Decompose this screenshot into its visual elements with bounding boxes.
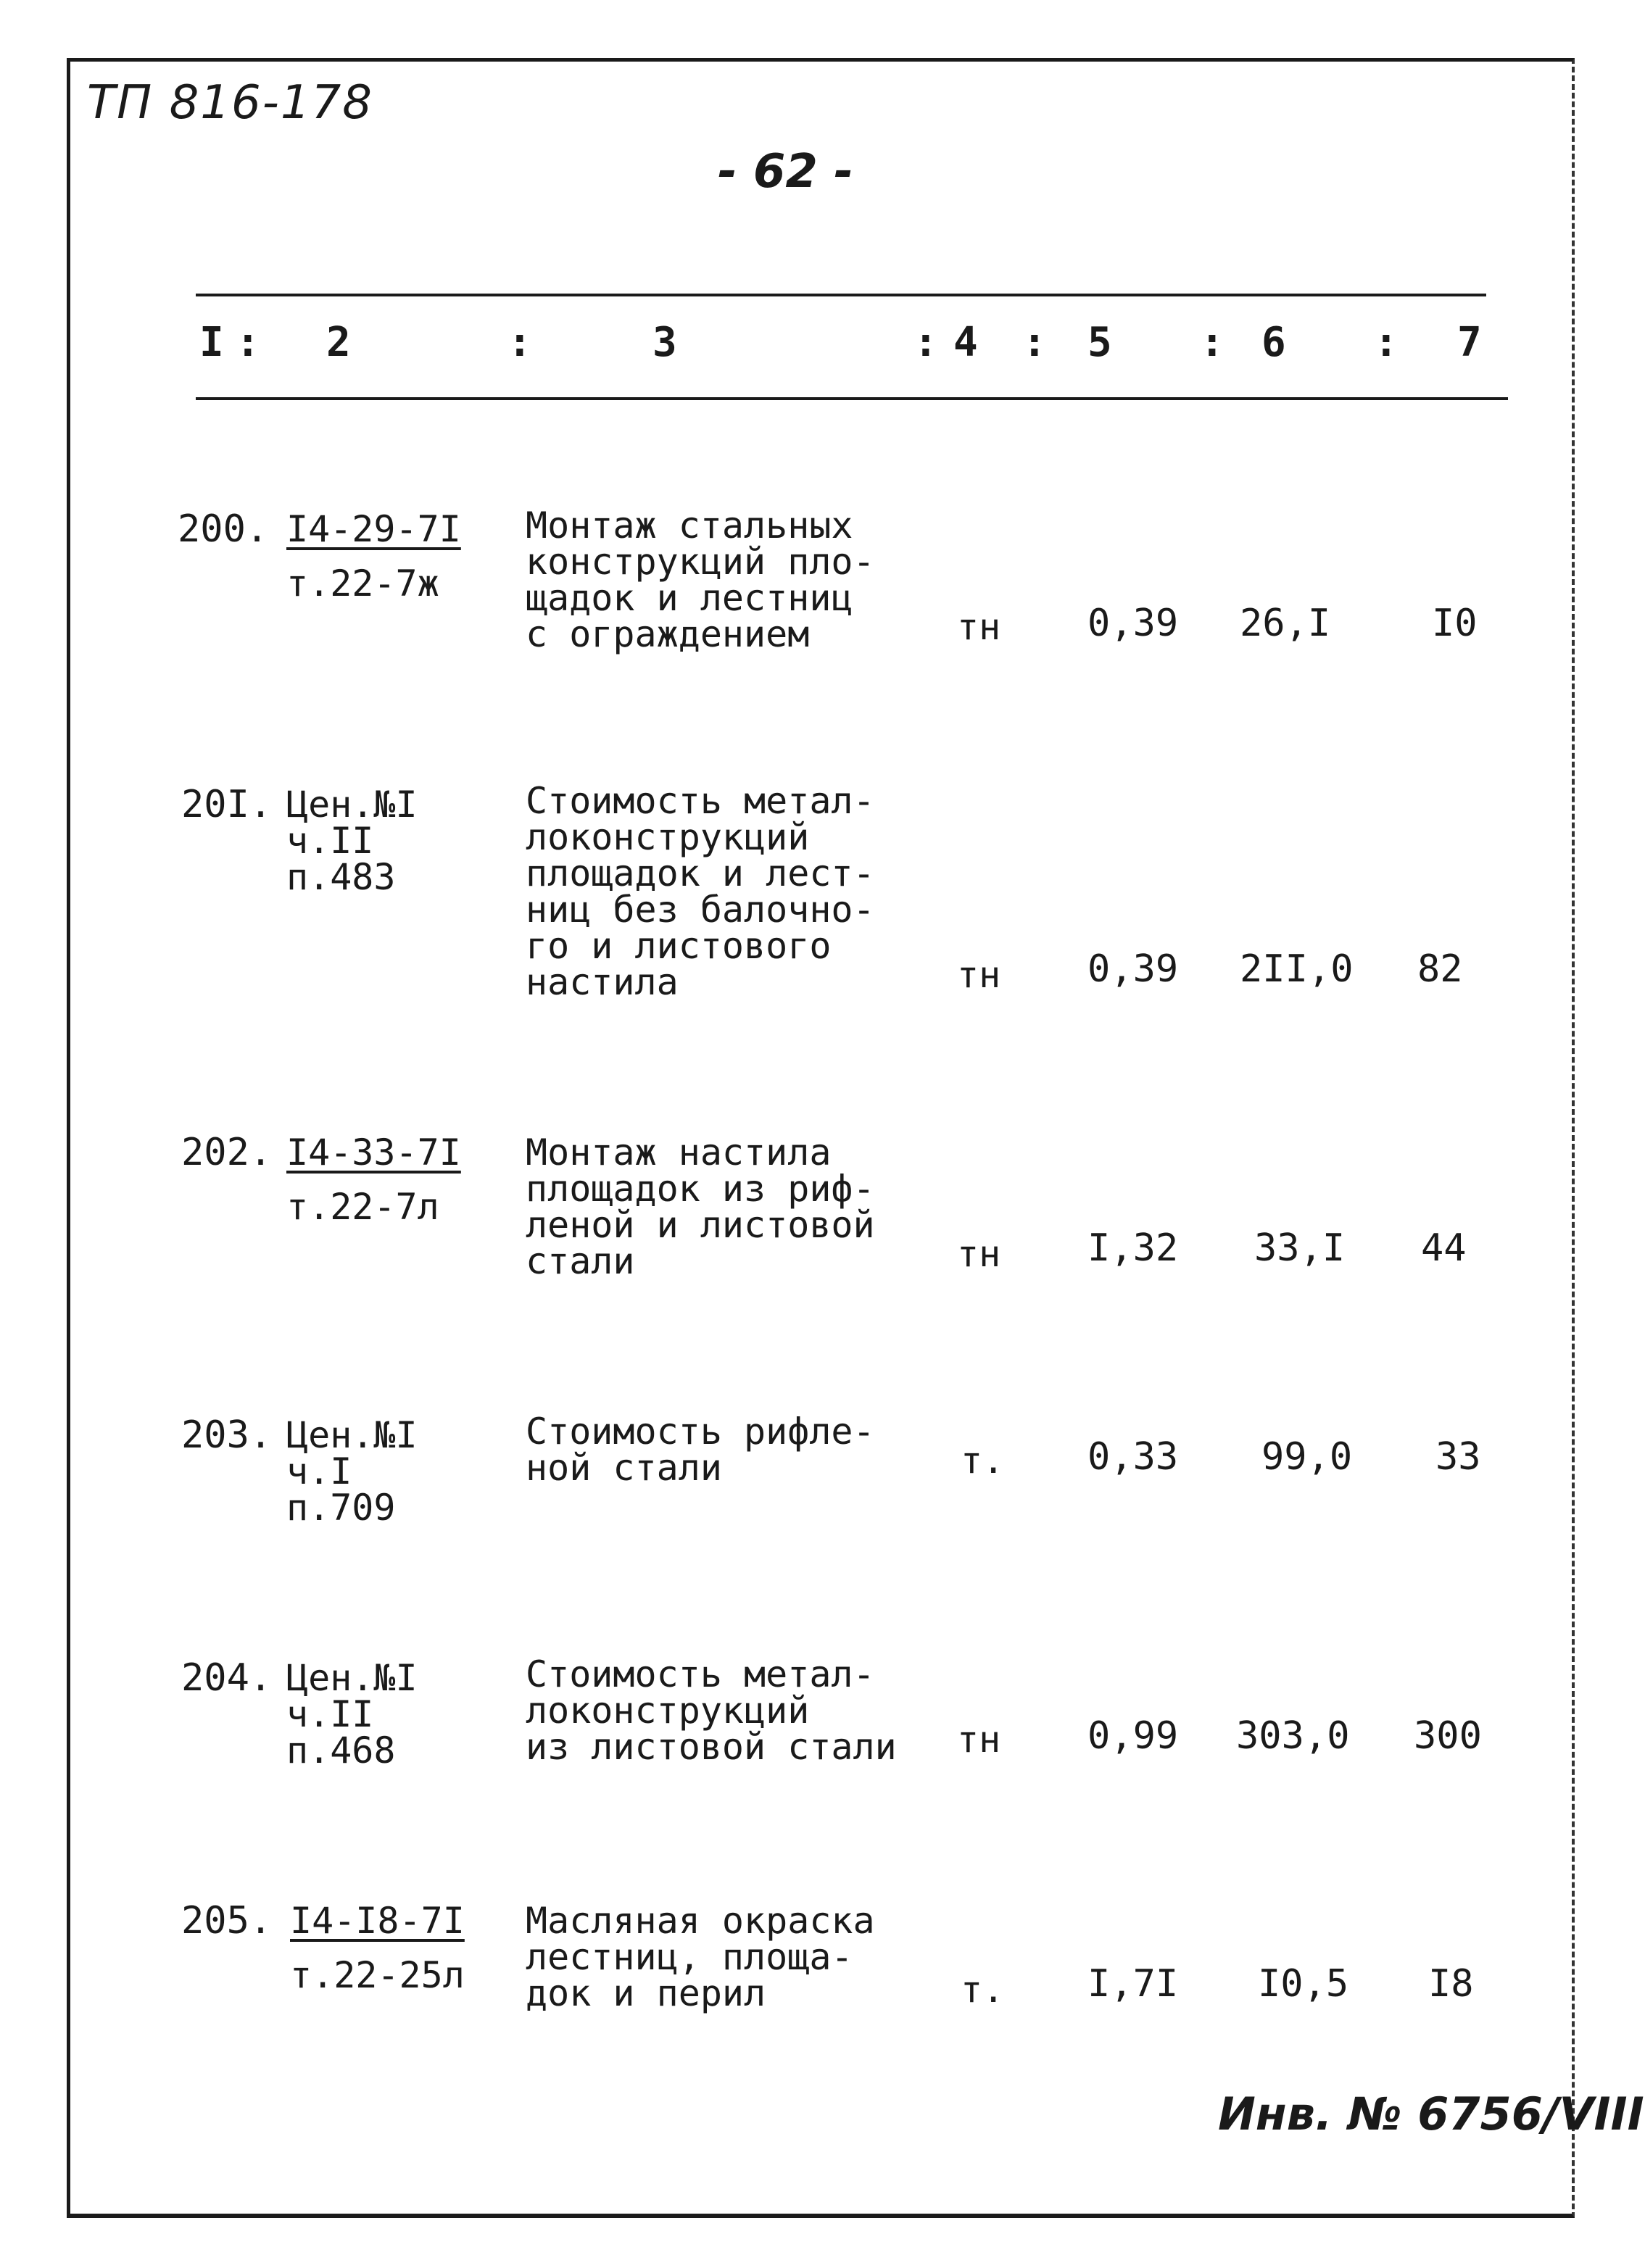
col-header-5: 5 <box>1087 319 1112 366</box>
row-quantity: I,32 <box>1087 1226 1179 1270</box>
row-description: Монтаж стальных конструкций пло- щадок и лестниц с ограждением <box>526 504 875 655</box>
row-price: I0,5 <box>1258 1962 1349 2006</box>
row-number: 204. <box>181 1656 273 1700</box>
inventory-number: Инв. № 6756/VIII <box>1218 2088 1644 2140</box>
row-price: 33,I <box>1254 1226 1346 1270</box>
col-header-6: 6 <box>1261 319 1286 366</box>
row-number: 202. <box>181 1131 273 1174</box>
col-header-sep: : <box>913 319 938 366</box>
row-description: Стоимость рифле- ной стали <box>526 1411 875 1489</box>
row-unit: тн <box>957 606 1001 648</box>
row-quantity: I,7I <box>1087 1962 1179 2006</box>
row-quantity: 0,33 <box>1087 1435 1179 1479</box>
header-bottom-rule <box>196 397 1508 400</box>
col-header-4: 4 <box>953 319 978 366</box>
col-header-sep: : <box>1374 319 1399 366</box>
row-description: Монтаж настила площадок из риф- леной и листовой стали <box>526 1131 875 1282</box>
row-number: 203. <box>181 1413 273 1457</box>
row-number: 20I. <box>181 783 273 826</box>
row-description: Стоимость метал- локонструкций площадок и лест- ниц без балочно- го и листового настила <box>526 780 875 1003</box>
row-unit: тн <box>957 1719 1001 1761</box>
col-header-1: I <box>199 319 224 366</box>
row-quantity: 0,39 <box>1087 602 1179 645</box>
row-description: Масляная окраска лестниц, площа- док и перил <box>526 1900 875 2014</box>
col-header-7: 7 <box>1457 319 1482 366</box>
row-reference: Цен.№I <box>286 1657 418 1699</box>
row-quantity: 0,99 <box>1087 1714 1179 1758</box>
row-reference-table: ч.II п.483 <box>286 820 396 898</box>
row-unit: т. <box>961 1969 1005 2011</box>
row-reference-table: т.22-7ж <box>286 562 439 605</box>
row-reference-table: ч.II п.468 <box>286 1693 396 1771</box>
row-total: I0 <box>1432 602 1478 645</box>
row-number: 205. <box>181 1899 273 1943</box>
row-unit: тн <box>957 1233 1001 1275</box>
row-reference: Цен.№I <box>286 784 418 826</box>
row-reference-table: т.22-25л <box>290 1954 465 1996</box>
row-total: 82 <box>1417 947 1463 991</box>
col-header-sep: : <box>507 319 532 366</box>
row-total: 44 <box>1421 1226 1467 1270</box>
row-unit: т. <box>961 1440 1005 1482</box>
row-price: 2II,0 <box>1240 947 1354 991</box>
row-reference: Цен.№I <box>286 1414 418 1456</box>
col-header-2: 2 <box>326 319 351 366</box>
row-reference-table: ч.I п.709 <box>286 1450 396 1529</box>
row-price: 26,I <box>1240 602 1331 645</box>
row-unit: тн <box>957 954 1001 996</box>
col-header-sep: : <box>236 319 260 366</box>
row-quantity: 0,39 <box>1087 947 1179 991</box>
col-header-sep: : <box>1022 319 1047 366</box>
page-number: - 62 - <box>718 145 853 199</box>
row-total: I8 <box>1428 1962 1474 2006</box>
row-total: 33 <box>1435 1435 1481 1479</box>
row-description: Стоимость метал- локонструкций из листовой стали <box>526 1653 897 1768</box>
row-total: 300 <box>1414 1714 1482 1758</box>
document-code: ТП 816-178 <box>87 76 373 130</box>
row-number: 200. <box>178 507 269 551</box>
header-top-rule <box>196 294 1486 296</box>
row-price: 99,0 <box>1261 1435 1353 1479</box>
row-reference: I4-I8-7I <box>290 1900 465 1942</box>
row-reference: I4-33-7I <box>286 1131 461 1174</box>
row-reference-table: т.22-7л <box>286 1186 439 1228</box>
col-header-3: 3 <box>652 319 677 366</box>
row-reference: I4-29-7I <box>286 508 461 550</box>
col-header-sep: : <box>1200 319 1225 366</box>
row-price: 303,0 <box>1236 1714 1350 1758</box>
